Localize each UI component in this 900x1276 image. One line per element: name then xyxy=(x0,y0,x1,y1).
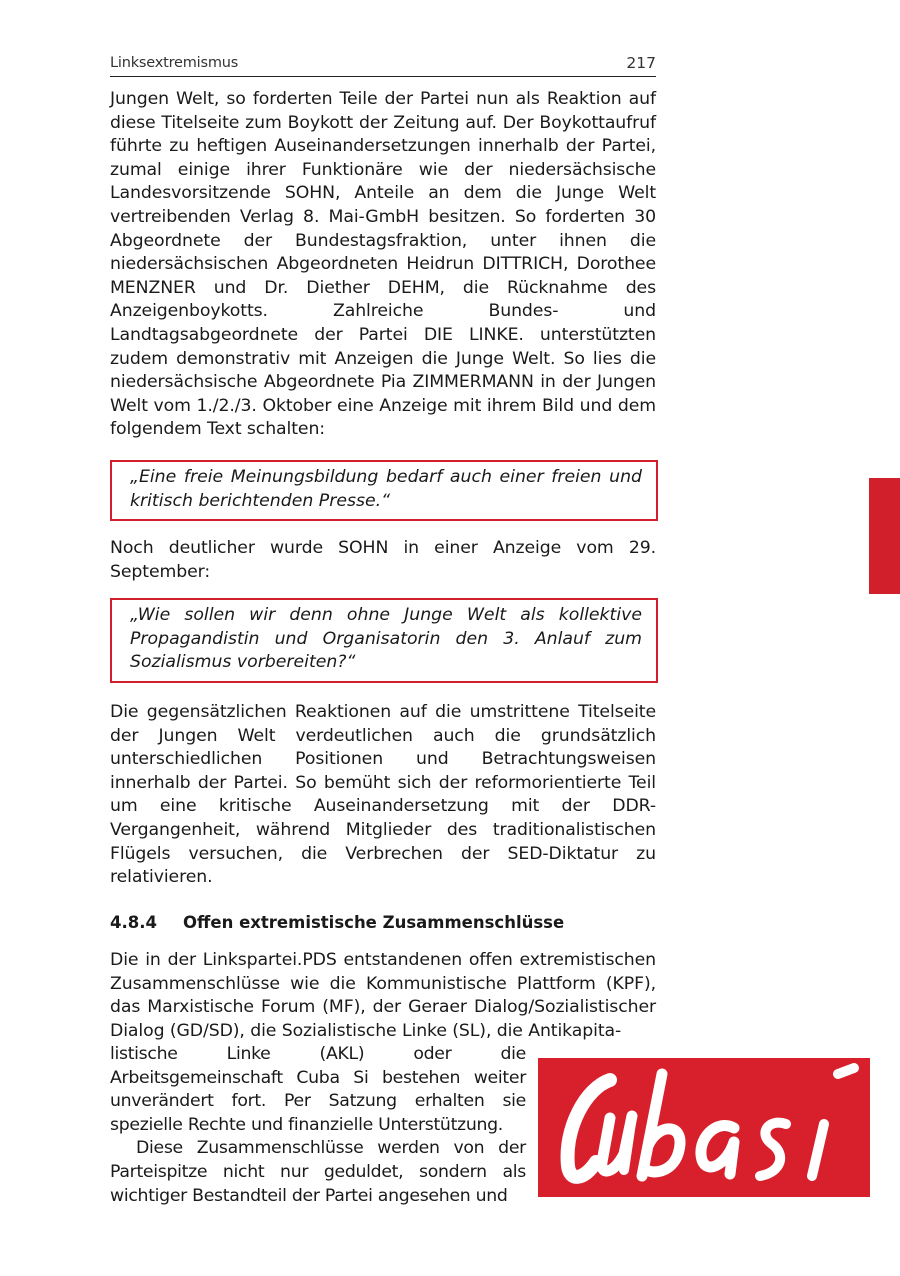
quote-text: „Eine freie Meinungsbildung bedarf auch einer freien und kritisch berichtenden Presse.“ xyxy=(130,467,642,511)
paragraph-text: Jungen Welt, so forderten Teile der Partei nun als Reaktion auf diese Titelseite zum Boykott der Zeitung auf. Der Boykottaufruf führte zu heftigen Auseinandersetzungen innerhalb der Partei, zumal einige ihrer Funktionäre wie der niedersächsische Landesvorsitzende SOHN, Anteile an dem die Junge Welt vertreibenden Verlag 8. Mai-GmbH besitzen. So forderten 30 Abgeordnete der Bundestagsfraktion, unter ihnen die niedersächsischen Abgeordneten Heidrun DITTRICH, Dorothee MENZNER und Dr. Diether DEHM, die Rücknahme des Anzeigenboykotts. Zahlreiche Bundes- und Landtagsabgeordnete der Partei DIE LINKE. unterstützten zudem demonstrativ mit Anzeigen die Junge Welt. So lies die niedersächsische Abgeordnete Pia ZIMMERMANN in der Jungen Welt vom 1./2./3. Oktober eine Anzeige mit ihrem Bild und dem folgendem Text schalten: xyxy=(110,89,656,440)
body-paragraph-2 xyxy=(110,537,656,584)
quote-text: „Wie sollen wir denn ohne Junge Welt als kollektive Propagandistin und Organisatorin den 3. Anlauf zum Sozialismus vorbereiten?“ xyxy=(130,605,642,673)
running-title: Linksextremismus xyxy=(110,55,239,71)
paragraph-text: listische Linke (AKL) oder die Arbeitsgemeinschaft Cuba Si bestehen weiter unverändert fort. Per Satzung erhalten sie spezielle Rechte und finanzielle Unterstützung. xyxy=(110,1044,526,1135)
section-heading xyxy=(110,913,564,932)
paragraph-text: Diese Zusammenschlüsse werden von der Parteispitze nicht nur geduldet, sondern als wichtiger Bestandteil der Partei angesehen und xyxy=(110,1138,526,1206)
wrapped-text-column xyxy=(110,1043,526,1208)
quote-box-1 xyxy=(110,460,658,521)
chapter-side-tab xyxy=(869,478,900,594)
paragraph-text: Die in der Linkspartei.PDS entstandenen offen extremistischen Zusammenschlüsse wie die Kommunistische Plattform (KPF), das Marxistische Forum (MF), der Geraer Dialog/Sozialistischer Dialog (GD/SD), die Sozialistische Linke (SL), die Antikapita- xyxy=(110,950,656,1041)
section-title: Offen extremistische Zusammenschlüsse xyxy=(183,913,565,932)
body-paragraph-4 xyxy=(110,949,656,1043)
cuba-si-logo-image xyxy=(538,1058,870,1197)
section-number: 4.8.4 xyxy=(110,913,157,932)
quote-box-2 xyxy=(110,598,658,683)
paragraph-text: Noch deutlicher wurde SOHN in einer Anzeige vom 29. September: xyxy=(110,538,656,582)
paragraph-text: Die gegensätzlichen Reaktionen auf die umstrittene Titelseite der Jungen Welt verdeutlichen auch die grundsätzlich unterschiedlichen Positionen und Betrachtungsweisen innerhalb der Partei. So bemüht sich der reformorientierte Teil um eine kritische Auseinandersetzung mit der DDR-Vergangenheit, während Mitglieder des traditionalistischen Flügels versuchen, die Verbrechen der SED-Diktatur zu relativieren. xyxy=(110,702,656,888)
cuba-si-logo-icon xyxy=(538,1058,870,1197)
body-paragraph-3 xyxy=(110,701,656,890)
running-header xyxy=(110,52,656,77)
page-number: 217 xyxy=(626,54,656,72)
body-paragraph-1 xyxy=(110,88,656,442)
